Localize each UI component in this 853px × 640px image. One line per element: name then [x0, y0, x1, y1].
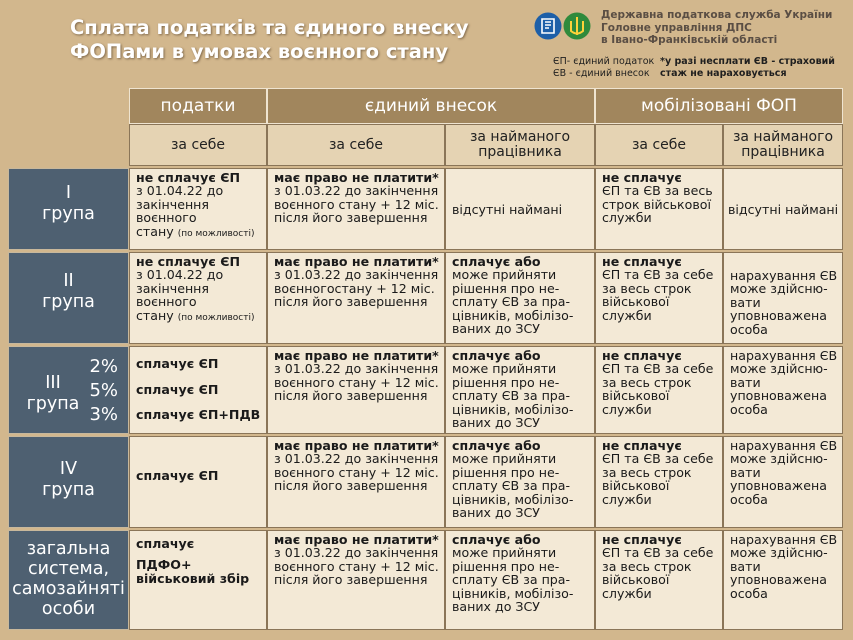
text-line: цівників, мобілізо-: [452, 307, 574, 323]
subheader-employee-ev: [445, 124, 595, 166]
legend-ev: ЄВ - єдиний внесок: [553, 68, 650, 79]
cell-g2-tax: [129, 252, 267, 344]
text-line: після його завершення: [274, 572, 428, 588]
row-label-group-1: [8, 168, 129, 250]
text-line: стану: [136, 307, 174, 323]
label-line: система,: [27, 559, 110, 579]
bold-text: має право не платити*: [274, 170, 439, 185]
dps-emblem-icon: [533, 11, 595, 41]
col-header-ev: єдиний внесок: [267, 88, 595, 124]
cell-g5-tax: [129, 530, 267, 630]
text-line: вати: [730, 374, 761, 390]
cell-g5-mob: [595, 530, 723, 630]
text-line: військової: [602, 294, 670, 310]
cell-g2-mob: [595, 252, 723, 344]
cell-g5-employee: [445, 530, 595, 630]
bold-text: військовий збір: [136, 570, 250, 586]
rate-2: 2%: [89, 356, 118, 377]
text-line: після його завершення: [274, 388, 428, 404]
text-line: цівників, мобілізо-: [452, 401, 574, 417]
text-line: може здійсню-: [730, 281, 828, 297]
text-line: вати: [730, 558, 761, 574]
text-line: особа: [730, 585, 768, 601]
text-line: рішення про не-: [452, 280, 560, 296]
cell-g3-mob-employee: [723, 346, 843, 434]
text-line: закінчення: [136, 280, 209, 296]
text-line: сплату ЄВ за пра-: [452, 294, 571, 310]
bold-text: ПДФО+: [136, 557, 192, 573]
text-line: може здійсню-: [730, 451, 828, 467]
text-line: служби: [602, 210, 652, 226]
cell-g5-mob-employee: [723, 530, 843, 630]
text-line: служби: [602, 307, 652, 323]
bold-text: сплачує або: [452, 532, 541, 547]
text-line: після його завершення: [274, 294, 428, 310]
bold-text: має право не платити*: [274, 348, 439, 363]
text-line: з 01.04.22 до: [136, 183, 224, 199]
subheader-text: за найманого: [469, 129, 571, 145]
text-line: воєнного: [136, 210, 197, 226]
text-line: закінчення: [136, 196, 209, 212]
text-line: ваних до ЗСУ: [452, 599, 540, 615]
cell-g3-employee: [445, 346, 595, 434]
group-number: IV: [59, 459, 78, 479]
cell-g3-mob: [595, 346, 723, 434]
cell-g4-mob: [595, 436, 723, 528]
text-line: ЄП та ЄВ за себе: [602, 267, 714, 283]
text-line: після його завершення: [274, 478, 428, 494]
text-line: може прийняти: [452, 267, 557, 283]
text-line: воєнногостану + 12 міс.: [274, 280, 435, 296]
text-line: за весь строк: [602, 280, 692, 296]
text-line: воєнного стану + 12 міс.: [274, 374, 439, 390]
label-line: особи: [41, 599, 96, 619]
text-line: особа: [730, 321, 768, 337]
cell-g2-employee: [445, 252, 595, 344]
text-line: ваних до ЗСУ: [452, 505, 540, 521]
note-line-1: *у разі несплати ЄВ - страховий: [660, 56, 835, 67]
text-line: ЄП та ЄВ за себе: [602, 361, 714, 377]
text-line: рішення про не-: [452, 558, 560, 574]
note-text: (по можливості): [177, 312, 255, 323]
text-line: служби: [602, 491, 652, 507]
text-line: ЄП та ЄВ за весь: [602, 183, 713, 199]
text-line: сплату ЄВ за пра-: [452, 388, 571, 404]
text-line: сплату ЄВ за пра-: [452, 572, 571, 588]
text-line: служби: [602, 585, 652, 601]
group-word: група: [42, 480, 95, 500]
text-line: після його завершення: [274, 210, 428, 226]
cell-g4-employee: [445, 436, 595, 528]
label-line: самозайняті: [12, 579, 125, 599]
row-label-group-2: [8, 252, 129, 344]
text-line: нарахування ЄВ: [730, 438, 838, 453]
bold-text: не сплачує: [602, 170, 682, 185]
text-line: може прийняти: [452, 451, 557, 467]
subheader-text: працівника: [478, 144, 562, 160]
text-line: воєнного стану + 12 міс.: [274, 196, 439, 212]
group-word: група: [42, 204, 95, 224]
title-line-1: Сплата податків та єдиного внеску: [70, 16, 469, 39]
text-line: може прийняти: [452, 545, 557, 561]
subheader-self-mob: за себе: [595, 124, 723, 166]
rate-5: 5%: [89, 380, 118, 401]
bold-text: має право не платити*: [274, 438, 439, 453]
bold-text: має право не платити*: [274, 532, 439, 547]
text-line: воєнного стану + 12 міс.: [274, 464, 439, 480]
text-line: з 01.03.22 до закінчення: [274, 361, 439, 377]
row-label-general-system: [8, 530, 129, 630]
col-header-taxes: податки: [129, 88, 267, 124]
organization-block: [601, 9, 851, 47]
bold-text: не сплачує: [602, 532, 682, 547]
cell-g3-ev: [267, 346, 445, 434]
col-header-mobilized: мобілізовані ФОП: [595, 88, 843, 124]
page-title: [70, 16, 490, 64]
group-word: група: [26, 394, 80, 414]
text-line: ЄП та ЄВ за себе: [602, 545, 714, 561]
text-line: особа: [730, 401, 768, 417]
bold-text: сплачує ЄП: [136, 356, 219, 371]
text-line: нарахування ЄВ: [730, 268, 838, 283]
org-line-2: Головне управління ДПС: [601, 21, 752, 34]
label-line: загальна: [26, 539, 111, 559]
text-line: військової: [602, 388, 670, 404]
rate-3: 3%: [89, 404, 118, 425]
text-line: з 01.04.22 до: [136, 267, 224, 283]
bold-text: сплачує або: [452, 348, 541, 363]
text-line: може здійсню-: [730, 545, 828, 561]
subheader-employee-mob: [723, 124, 843, 166]
bold-text: сплачує ЄП: [136, 382, 219, 397]
text-line: з 01.03.22 до закінчення: [274, 451, 439, 467]
group-number: II: [63, 271, 74, 291]
subheader-self-ev: за себе: [267, 124, 445, 166]
text-line: рішення про не-: [452, 374, 560, 390]
text-line: може прийняти: [452, 361, 557, 377]
text-line: воєнного: [136, 294, 197, 310]
text-line: військової: [602, 572, 670, 588]
text-line: з 01.03.22 до закінчення: [274, 267, 439, 283]
text-line: уповноважена: [730, 388, 827, 404]
text-line: служби: [602, 401, 652, 417]
cell-g2-mob-employee: [723, 252, 843, 344]
bold-text: не сплачує ЄП: [136, 170, 241, 185]
text-line: особа: [730, 491, 768, 507]
text-line: уповноважена: [730, 478, 827, 494]
text-line: стану: [136, 223, 174, 239]
cell-g3-tax: [129, 346, 267, 434]
bold-text: сплачує: [136, 536, 195, 551]
org-line-3: в Івано-Франківській області: [601, 34, 778, 46]
text-line: за весь строк: [602, 464, 692, 480]
text-line: відсутні наймані: [452, 202, 563, 218]
text-line: відсутні наймані: [728, 202, 839, 218]
text-line: уповноважена: [730, 308, 827, 324]
group-number: III: [45, 373, 61, 393]
text-line: може здійсню-: [730, 361, 828, 377]
text-line: нарахування ЄВ: [730, 532, 838, 547]
row-label-group-4: [8, 436, 129, 528]
text-line: військової: [602, 478, 670, 494]
bold-text: не сплачує: [602, 438, 682, 453]
cell-g5-ev: [267, 530, 445, 630]
cell-g2-ev: [267, 252, 445, 344]
cell-g1-mob-employee: [723, 168, 843, 250]
text-line: ваних до ЗСУ: [452, 415, 540, 431]
legend-ep: ЄП- єдиний податок: [553, 56, 655, 67]
cell-g4-tax: [129, 436, 267, 528]
cell-g1-mob: [595, 168, 723, 250]
org-line-1: Державна податкова служба України: [601, 9, 833, 21]
text-line: сплату ЄВ за пра-: [452, 478, 571, 494]
note-text: (по можливості): [177, 228, 255, 239]
text-line: уповноважена: [730, 572, 827, 588]
bold-text: сплачує ЄП: [136, 468, 219, 483]
cell-g4-ev: [267, 436, 445, 528]
bold-text: не сплачує ЄП: [136, 254, 241, 269]
title-line-2: ФОПами в умовах воєнного стану: [70, 40, 449, 63]
row-label-group-3: [8, 346, 129, 434]
note-line-2: стаж не нараховується: [660, 68, 787, 79]
cell-g1-ev: [267, 168, 445, 250]
text-line: вати: [730, 464, 761, 480]
text-line: ЄП та ЄВ за себе: [602, 451, 714, 467]
text-line: воєнного стану + 12 міс.: [274, 558, 439, 574]
cell-g1-tax: [129, 168, 267, 250]
text-line: з 01.03.22 до закінчення: [274, 183, 439, 199]
text-line: цівників, мобілізо-: [452, 585, 574, 601]
bold-text: не сплачує: [602, 254, 682, 269]
bold-text: сплачує ЄП+ПДВ: [136, 407, 261, 422]
text-line: за весь строк: [602, 558, 692, 574]
text-line: нарахування ЄВ: [730, 348, 838, 363]
bold-text: має право не платити*: [274, 254, 439, 269]
cell-g1-employee: [445, 168, 595, 250]
subheader-text: працівника: [741, 144, 825, 160]
bold-text: сплачує або: [452, 438, 541, 453]
bold-text: не сплачує: [602, 348, 682, 363]
text-line: строк військової: [602, 196, 711, 212]
bold-text: сплачує або: [452, 254, 541, 269]
text-line: ваних до ЗСУ: [452, 321, 540, 337]
text-line: вати: [730, 294, 761, 310]
dps-logo: [533, 11, 595, 41]
text-line: цівників, мобілізо-: [452, 491, 574, 507]
cell-g4-mob-employee: [723, 436, 843, 528]
text-line: з 01.03.22 до закінчення: [274, 545, 439, 561]
subheader-self-tax: за себе: [129, 124, 267, 166]
subheader-text: за найманого: [732, 129, 834, 145]
group-number: I: [65, 183, 72, 203]
text-line: рішення про не-: [452, 464, 560, 480]
group-word: група: [42, 292, 95, 312]
text-line: за весь строк: [602, 374, 692, 390]
